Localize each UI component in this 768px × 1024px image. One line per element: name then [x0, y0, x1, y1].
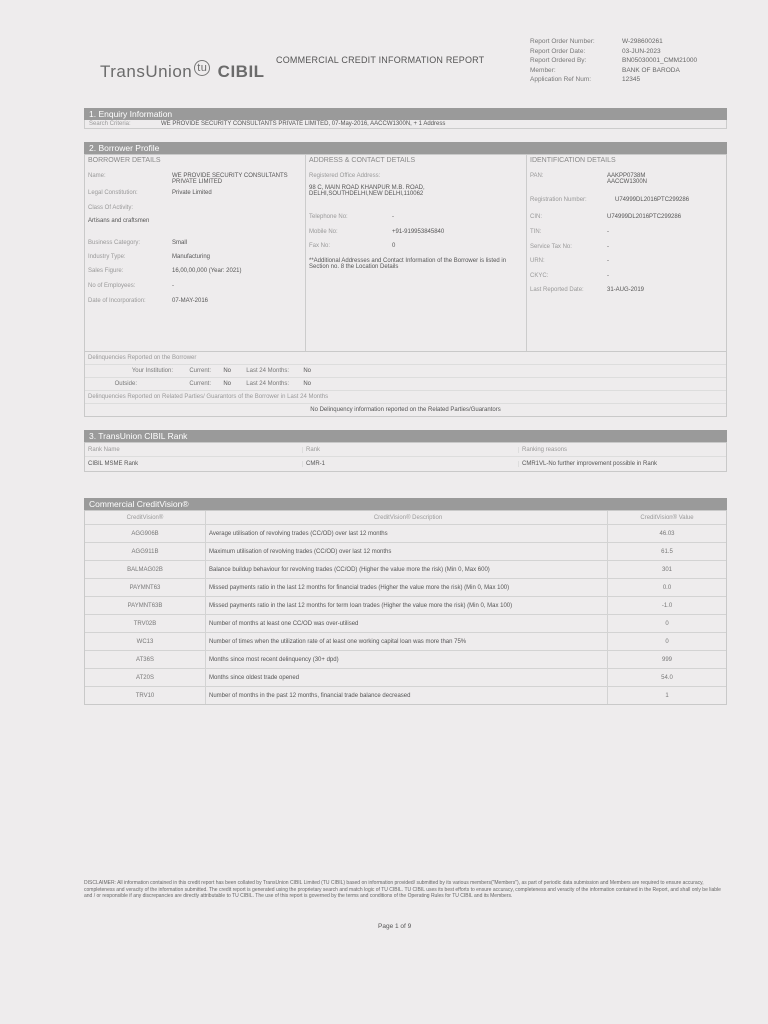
cv-description: Average utilisation of revolving trades (CC/OD) over last 12 months [206, 525, 608, 542]
employees-label: No of Employees: [88, 283, 136, 289]
search-criteria-label: Search Criteria: [89, 121, 131, 127]
name-value: WE PROVIDE SECURITY CONSULTANTS PRIVATE LIMITED [172, 173, 288, 185]
meta-row [530, 37, 697, 47]
table-row [85, 560, 726, 578]
regno-value: U74999DL2016PTC299286 [615, 197, 690, 203]
yi-current-value: No [223, 368, 231, 374]
sales-label: Sales Figure: [88, 268, 124, 274]
report-meta [530, 37, 697, 85]
rank-header: Rank [303, 447, 519, 453]
page-number: Page 1 of 9 [378, 923, 412, 930]
cv-code: BALMAG02B [85, 561, 206, 578]
urn-label: URN: [530, 258, 545, 264]
service-tax-value: - [607, 244, 609, 250]
legal-value: Private Limited [172, 190, 212, 196]
cv-description: Missed payments ratio in the last 12 months for financial trades (Higher the value more the risk) (Min 0, Max 100) [206, 579, 608, 596]
related-heading: Delinquencies Reported on Related Parties/ Guarantors of the Borrower in Last 24 Months [85, 391, 726, 404]
logo-text-right: CIBIL [217, 62, 265, 81]
table-row [85, 632, 726, 650]
cv-code-header: CreditVision® [85, 511, 206, 524]
address-note: **Additional Addresses and Contact Information of the Borrower is listed in Section no. 8 the Location Details [309, 258, 507, 270]
cv-description: Number of times when the utilization rate of at least one working capital loan was more than 75% [206, 633, 608, 650]
cv-value: 0.0 [662, 584, 672, 591]
cv-value: 301 [661, 566, 672, 573]
related-message: No Delinquency information reported on the Related Parties/Guarantors [310, 407, 501, 413]
enquiry-title: 1. Enquiry Information [84, 108, 727, 120]
meta-value: BANK OF BARODA [622, 66, 680, 74]
cv-value: 61.5 [661, 548, 673, 555]
identification-heading: IDENTIFICATION DETAILS [530, 157, 616, 164]
cv-description: Maximum utilisation of revolving trades (CC/OD) over last 12 months [206, 543, 608, 560]
cin-label: CIN: [530, 214, 542, 220]
rank-value: CMR-1 [303, 461, 519, 467]
name-label: Name: [88, 173, 106, 179]
search-criteria-value: WE PROVIDE SECURITY CONSULTANTS PRIVATE LIMITED, 07-May-2016, AACCW1300N, + 1 Address [161, 121, 446, 127]
cv-description: Months since oldest trade opened [206, 669, 608, 686]
urn-value: - [607, 258, 609, 264]
legal-label: Legal Constitution: [88, 190, 138, 196]
creditvision-title: Commercial CreditVision® [84, 498, 727, 510]
cv-code: WC13 [85, 633, 206, 650]
cv-code: AT20S [85, 669, 206, 686]
incorporation-label: Date of Incorporation: [88, 298, 146, 304]
transunion-cibil-logo [100, 62, 265, 82]
your-institution-row [85, 365, 726, 378]
tin-value: - [607, 229, 609, 235]
pan-value: AAKPP0738M AACCW1300N [607, 173, 648, 185]
out-last-value: No [303, 381, 311, 387]
yi-last-label: Last 24 Months: [246, 368, 289, 374]
rank-section [84, 430, 727, 472]
cv-value: 0 [665, 620, 669, 627]
cv-desc-header: CreditVision® Description [206, 511, 608, 524]
bizcat-value: Small [172, 240, 188, 246]
table-row [85, 686, 726, 704]
meta-row [530, 47, 697, 57]
table-row [85, 578, 726, 596]
table-row [85, 668, 726, 686]
meta-row [530, 75, 697, 85]
creditvision-section [84, 498, 727, 705]
cv-value: 999 [661, 656, 672, 663]
regno-label: Registration Number: [530, 197, 587, 203]
last-reported-label: Last Reported Date: [530, 287, 584, 293]
address-contact-details [306, 155, 527, 351]
delinquency-heading: Delinquencies Reported on the Borrower [85, 352, 726, 365]
table-row [85, 650, 726, 668]
yi-last-value: No [303, 368, 311, 374]
logo-text-left: TransUnion [100, 62, 193, 81]
ckyc-label: CKYC: [530, 273, 549, 279]
delinquency-block [84, 352, 727, 417]
cv-description: Missed payments ratio in the last 12 months for term loan trades (Higher the value more the risk) (Min 0, Max 100) [206, 597, 608, 614]
borrower-details [85, 155, 306, 351]
borrower-section [84, 142, 727, 417]
meta-key: Report Ordered By: [530, 57, 587, 64]
cv-value: 0 [665, 638, 669, 645]
industry-label: Industry Type: [88, 254, 126, 260]
cv-value: 46.03 [659, 530, 675, 537]
enquiry-section [84, 108, 727, 129]
table-row [85, 596, 726, 614]
reg-address-label: Registered Office Address: [309, 173, 381, 179]
creditvision-header-row [85, 511, 726, 524]
employees-value: - [172, 283, 174, 289]
rank-name-header: Rank Name [85, 447, 303, 453]
industry-value: Manufacturing [172, 254, 211, 260]
reg-address-value: 98 C, MAIN ROAD KHANPUR M.B. ROAD, DELHI,SOUTHDELHI,NEW DELHI,110062 [309, 185, 425, 197]
cv-description: Months since most recent delinquency (30+ dpd) [206, 651, 608, 668]
outside-row [85, 378, 726, 391]
cv-value-header: CreditVision® Value [640, 514, 694, 521]
cin-value: U74999DL2016PTC299286 [607, 214, 682, 220]
cv-code: PAYMNT63 [85, 579, 206, 596]
cv-code: PAYMNT63B [85, 597, 206, 614]
service-tax-label: Service Tax No: [530, 244, 572, 250]
class-label: Class Of Activity: [88, 205, 134, 211]
borrower-details-heading: BORROWER DETAILS [88, 157, 161, 164]
disclaimer: DISCLAIMER: All information contained in this credit report has been collated by TransUnion CIBIL Limited (TU CIBIL) based on information provided/ submitted by its various members("Members"), as part of periodic data submission and Members are required to ensure accuracy, completeness and veracity of the information submitted. The credit report is generated using the proprietary search and match logic of TU CIBIL. TU CIBIL uses its best efforts to ensure accuracy, completeness and veracity of the information contained in the Report, and shall only be liable and / or responsible if any discrepancies are directly attributable to TU CIBIL. The use of this report is governed by the terms and conditions of the Operating Rules for TU CIBIL and its Members. [84, 880, 721, 899]
meta-key: Member: [530, 66, 556, 74]
table-row [85, 524, 726, 542]
cv-value: -1.0 [661, 602, 673, 609]
meta-value: 03-JUN-2023 [622, 47, 661, 55]
cv-description: Number of months in the past 12 months, financial trade balance decreased [206, 687, 608, 704]
telephone-value: - [392, 214, 394, 220]
meta-key: Report Order Number: [530, 38, 595, 45]
meta-key: Report Order Date: [530, 47, 586, 55]
ranking-reason-value: CMR1VL-No further improvement possible in Rank [522, 461, 658, 467]
identification-details [527, 155, 726, 351]
meta-value: 12345 [622, 76, 641, 83]
out-current-label: Current: [189, 381, 211, 387]
cv-value: 54.0 [661, 674, 673, 681]
tin-label: TIN: [530, 229, 542, 235]
yi-current-label: Current: [189, 368, 211, 374]
cv-value: 1 [665, 692, 669, 699]
meta-value: W-298600261 [622, 38, 663, 45]
rank-title: 3. TransUnion CIBIL Rank [84, 430, 727, 442]
telephone-label: Telephone No: [309, 214, 348, 220]
cv-code: AGG911B [85, 543, 206, 560]
last-reported-value: 31-AUG-2019 [607, 287, 645, 293]
out-last-label: Last 24 Months: [246, 381, 289, 387]
rank-name-value: CIBIL MSME Rank [85, 461, 303, 467]
fax-label: Fax No: [309, 243, 331, 249]
meta-row [530, 56, 697, 66]
class-value: Artisans and craftsmen [88, 218, 150, 224]
cv-code: TRV02B [85, 615, 206, 632]
ckyc-value: - [607, 273, 609, 279]
report-title: COMMERCIAL CREDIT INFORMATION REPORT [276, 55, 485, 65]
meta-value: BN05030001_CMM21000 [622, 57, 698, 64]
creditvision-table [84, 510, 727, 705]
address-heading: ADDRESS & CONTACT DETAILS [309, 157, 416, 164]
outside-label: Outside: [114, 381, 137, 387]
cv-description: Number of months at least one CC/OD was over-utilised [206, 615, 608, 632]
yi-label: Your Institution: [131, 368, 173, 374]
cv-code: TRV10 [85, 687, 206, 704]
ranking-reasons-header: Ranking reasons [522, 446, 568, 453]
bizcat-label: Business Category: [88, 240, 141, 246]
cv-code: AGG906B [85, 525, 206, 542]
cv-code: AT36S [85, 651, 206, 668]
mobile-label: Mobile No: [309, 229, 338, 235]
mobile-value: +91-919953845840 [392, 229, 445, 235]
table-row [85, 542, 726, 560]
cv-description: Balance buildup behaviour for revolving trades (CC/OD) (Higher the value more the risk) (Min 0, Max 600) [206, 561, 608, 578]
meta-key: Application Ref Num: [530, 76, 592, 83]
meta-row [530, 66, 697, 76]
table-row [85, 614, 726, 632]
incorporation-value: 07-MAY-2016 [172, 298, 209, 304]
fax-value: 0 [392, 243, 396, 249]
pan-label: PAN: [530, 173, 544, 179]
tu-icon: tu [194, 60, 210, 76]
sales-value: 16,00,00,000 (Year: 2021) [172, 268, 242, 274]
out-current-value: No [223, 381, 231, 387]
borrower-title: 2. Borrower Profile [84, 142, 727, 154]
